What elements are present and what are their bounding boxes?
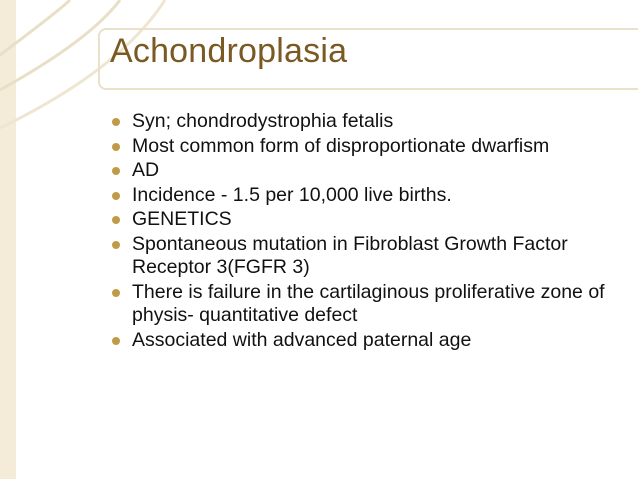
- list-item: [112, 159, 612, 183]
- bullet-icon: [112, 216, 120, 224]
- list-item: [112, 135, 612, 159]
- list-item: [112, 233, 612, 280]
- bullet-text: Syn; chondrodystrophia fetalis: [132, 110, 394, 132]
- bullet-icon: [112, 192, 120, 200]
- bullet-icon: [112, 289, 120, 297]
- list-item: [112, 184, 612, 208]
- bullet-list: [112, 110, 612, 353]
- bullet-icon: [112, 167, 120, 175]
- slide-title: Achondroplasia: [110, 32, 348, 70]
- bullet-text: AD: [132, 159, 160, 181]
- bullet-text: GENETICS: [132, 208, 232, 230]
- bullet-text: There is failure in the cartilaginous proliferative zone of physis- quantitative defect: [132, 280, 605, 326]
- bullet-text: Incidence - 1.5 per 10,000 live births.: [132, 183, 452, 206]
- list-item: [112, 208, 612, 232]
- list-item: [112, 110, 612, 134]
- bullet-icon: [112, 143, 120, 151]
- bullet-text: Associated with advanced paternal age: [132, 328, 472, 351]
- bullet-icon: [112, 337, 120, 345]
- bullet-text: Spontaneous mutation in Fibroblast Growth Factor Receptor 3(FGFR 3): [132, 232, 568, 278]
- bullet-icon: [112, 118, 120, 126]
- bullet-icon: [112, 241, 120, 249]
- list-item: [112, 329, 612, 353]
- list-item: [112, 281, 612, 328]
- bullet-text: Most common form of disproportionate dwarfism: [132, 134, 550, 157]
